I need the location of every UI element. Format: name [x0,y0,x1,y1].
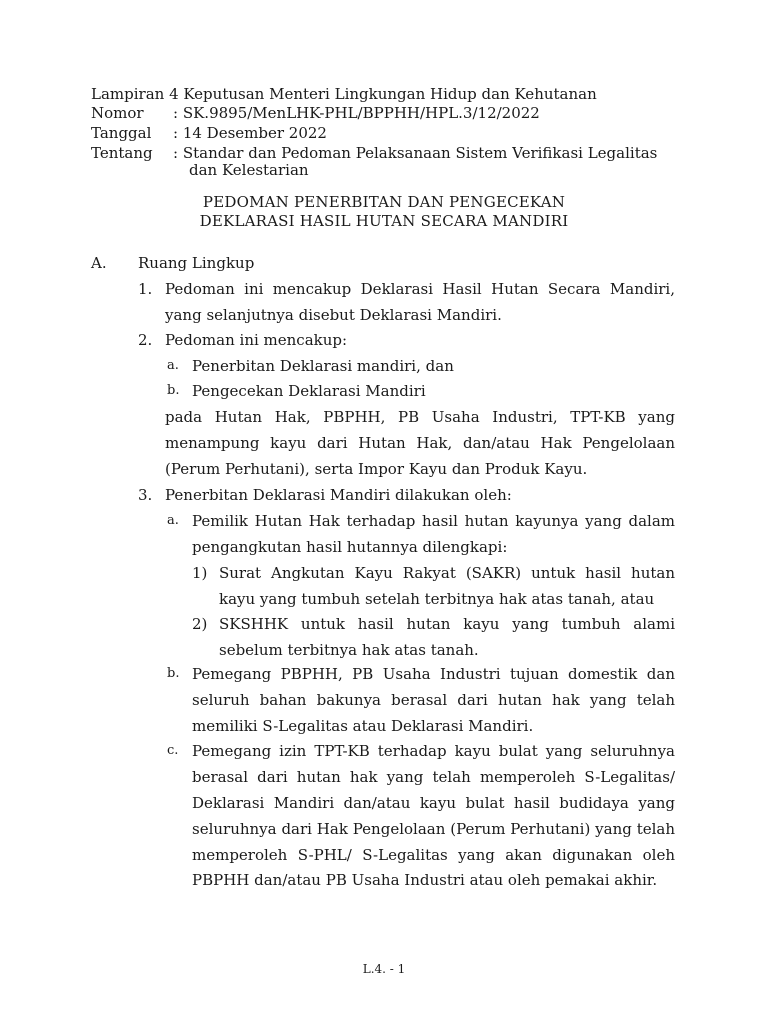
header-tanggal-label: Tanggal [91,124,152,142]
item-2-cont-line1: pada Hutan Hak, PBPHH, PB Usaha Industri, TPT-KB yang [165,408,675,426]
item-3a1-line1: Surat Angkutan Kayu Rakyat (SAKR) untuk hasil hutan [219,564,675,582]
header-tanggal-value: : 14 Desember 2022 [173,124,327,142]
item-3b-marker: b. [167,666,180,681]
header-nomor-label: Nomor [91,104,144,122]
item-3c-line3: Deklarasi Mandiri dan/atau kayu bulat hasil budidaya yang [192,794,675,812]
item-3c-line5: memperoleh S-PHL/ S-Legalitas yang akan digunakan oleh [192,846,675,864]
item-3-marker: 3. [138,486,153,504]
document-title-line2: DEKLARASI HASIL HUTAN SECARA MANDIRI [199,212,569,230]
item-3a-line1: Pemilik Hutan Hak terhadap hasil hutan kayunya yang dalam [192,512,675,530]
item-1-line2: yang selanjutnya disebut Deklarasi Mandiri. [165,306,502,324]
item-3a2-line2: sebelum terbitnya hak atas tanah. [219,641,479,659]
item-2a-text: Penerbitan Deklarasi mandiri, dan [192,357,454,375]
page-number: L.4. - 1 [362,962,406,976]
item-3b-line3: memiliki S-Legalitas atau Deklarasi Mandiri. [192,717,534,735]
item-2a-marker: a. [167,358,179,373]
header-tentang-value: : Standar dan Pedoman Pelaksanaan Sistem Verifikasi Legalitas [173,144,658,162]
item-2-cont-line2: menampung kayu dari Hutan Hak, dan/atau Hak Pengelolaan [165,434,675,452]
item-2-line1: Pedoman ini mencakup: [165,331,348,349]
item-2-marker: 2. [138,331,153,349]
item-3c-marker: c. [167,743,179,758]
item-3c-line1: Pemegang izin TPT-KB terhadap kayu bulat yang seluruhnya [192,742,675,760]
header-nomor-value: : SK.9895/MenLHK-PHL/BPPHH/HPL.3/12/2022 [173,104,540,122]
item-3c-line2: berasal dari hutan hak yang telah memperoleh S-Legalitas/ [192,768,675,786]
item-3a-marker: a. [167,513,179,528]
item-3a1-line2: kayu yang tumbuh setelah terbitnya hak atas tanah, atau [219,590,655,608]
item-3a-line2: pengangkutan hasil hutannya dilengkapi: [192,538,508,556]
section-a-heading: Ruang Lingkup [138,254,255,272]
item-3a1-marker: 1) [192,564,208,582]
item-3a2-marker: 2) [192,615,208,633]
item-2b-marker: b. [167,383,180,398]
item-3c-line4: seluruhnya dari Hak Pengelolaan (Perum Perhutani) yang telah [192,820,675,838]
item-3c-line6: PBPHH dan/atau PB Usaha Industri atau oleh pemakai akhir. [192,871,658,889]
header-tentang-label: Tentang [91,144,153,162]
header-tentang-value-cont: dan Kelestarian [189,161,309,179]
item-1-line1: Pedoman ini mencakup Deklarasi Hasil Hutan Secara Mandiri, [165,280,675,298]
section-a-marker: A. [91,254,107,272]
item-2-cont-line3: (Perum Perhutani), serta Impor Kayu dan Produk Kayu. [165,460,588,478]
item-2b-text: Pengecekan Deklarasi Mandiri [192,382,426,400]
item-1-marker: 1. [138,280,153,298]
item-3-line1: Penerbitan Deklarasi Mandiri dilakukan oleh: [165,486,512,504]
item-3b-line1: Pemegang PBPHH, PB Usaha Industri tujuan domestik dan [192,665,675,683]
header-line-lampiran: Lampiran 4 Keputusan Menteri Lingkungan Hidup dan Kehutanan [91,85,597,103]
item-3a2-line1: SKSHHK untuk hasil hutan kayu yang tumbuh alami [219,615,675,633]
item-3b-line2: seluruh bahan bakunya berasal dari hutan hak yang telah [192,691,675,709]
document-title-line1: PEDOMAN PENERBITAN DAN PENGECEKAN [202,193,566,211]
